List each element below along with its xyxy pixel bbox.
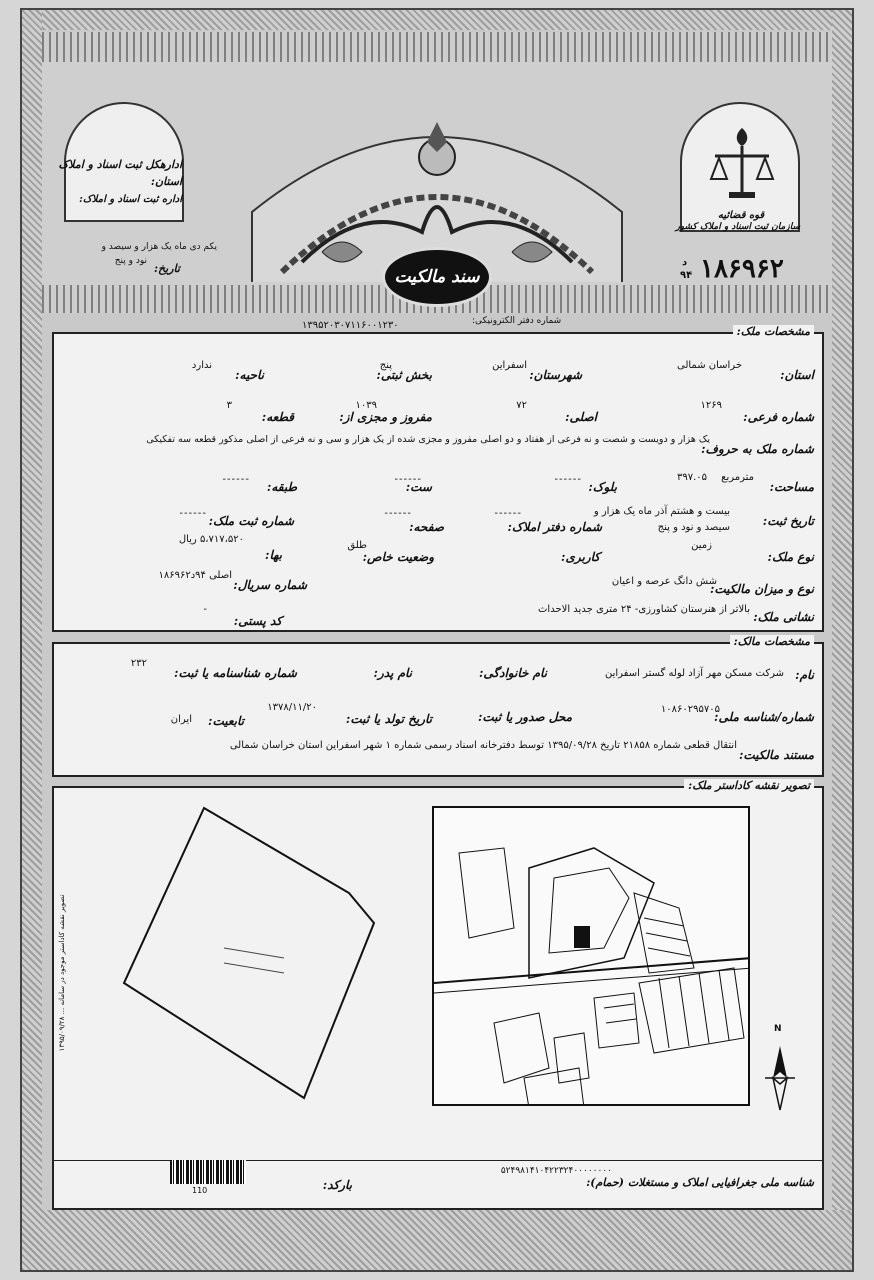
birth-date-value: ۱۳۷۸/۱۱/۲۰ (267, 702, 317, 713)
owner-section-title: مشخصات مالک: (730, 635, 814, 648)
separated-from-value: ۱۰۳۹ (355, 400, 377, 411)
side-note: تصویر نقشه کاداستر موجود در سامانه ... ۱۳۹۵/۰۹/۲۸ (58, 894, 66, 1052)
registration-date-label: تاریخ ثبت: (762, 514, 814, 528)
neighborhood-map (432, 806, 750, 1106)
address-value: بالاتر از هنرستان کشاورزی- ۲۴ متری جدید الاحداث (538, 604, 750, 615)
scales-of-justice-icon (707, 124, 777, 204)
floor-value: ------ (222, 474, 250, 485)
serial-label: شماره سریال: (233, 578, 307, 592)
title-banner (382, 247, 492, 307)
area-label: ناحیه: (235, 368, 264, 382)
serial-number: ۱۸۶۹۶۲ (700, 254, 784, 284)
family-name-label: نام خانوادگی: (478, 666, 547, 680)
registration-date-line2: سیصد و نود و پنج (657, 522, 730, 533)
measure-unit: مترمربع (721, 472, 754, 483)
left-border-pattern (22, 10, 42, 1270)
top-border-pattern (22, 10, 852, 30)
property-book-label: شماره دفتر املاک: (507, 520, 602, 534)
province-label: استان: (780, 368, 814, 382)
measure-value: ۳۹۷.۰۵ (676, 472, 707, 483)
geo-id-label: شناسه ملی جغرافیایی املاک و مستغلات (حمام): (586, 1176, 814, 1189)
floor-label: طبقه: (266, 480, 297, 494)
special-status-value: طلق (347, 540, 367, 551)
top-frieze-pattern (42, 32, 832, 62)
serial-code: ۹۴ (680, 270, 693, 281)
separated-from-label: مفروز و مجزی از: (339, 410, 432, 424)
postal-code-label: کد پستی: (233, 614, 282, 628)
number-in-words-label: شماره ملک به حروف: (701, 442, 814, 456)
city-blocks-map (434, 808, 750, 1106)
province-value: خراسان شمالی (676, 360, 742, 371)
side-note-strip (56, 808, 76, 1148)
property-book-value: ------ (494, 508, 522, 519)
reg-number-value: ------ (179, 508, 207, 519)
barcode-number: 110 (192, 1186, 208, 1195)
property-type-label: نوع ملک: (767, 550, 814, 564)
book-page-label: صفحه: (409, 520, 444, 534)
right-border-pattern (832, 10, 852, 1270)
number-in-words-value: یک هزار و دویست و شصت و نه فرعی از هفتاد و دو اصلی مفروز و مجزی شده از یک هزار و سی و نه فرعی از اصلی مذکور قطعه سه تفکیکی (146, 434, 710, 445)
id-number-label: شماره شناسنامه یا ثبت: (174, 666, 297, 680)
special-status-label: وضعیت خاص: (362, 550, 434, 564)
date-label: تاریخ: (154, 262, 180, 275)
north-label: N (774, 1024, 782, 1034)
usage-label: کاربری: (561, 550, 600, 564)
parcel-outline-diagram (94, 798, 394, 1108)
citizenship-value: ایران (170, 714, 192, 725)
main-number-value: ۷۲ (516, 400, 527, 411)
property-section-title: مشخصات ملک: (733, 325, 814, 338)
reg-number-label: شماره ثبت ملک: (208, 514, 294, 528)
block-label: بلوک: (588, 480, 617, 494)
book-page-value: ------ (384, 508, 412, 519)
right-org-line1: قوه قضائیه (717, 210, 765, 221)
sub-number-value: ۱۲۶۹ (700, 400, 722, 411)
side-label: ست: (405, 480, 432, 494)
document-page (20, 8, 854, 1272)
measure-label: مساحت: (769, 480, 814, 494)
geo-id-value: ۵۲۴۹۸۱۴۱۰۴۲۲۳۲۴۰۰۰۰۰۰۰۰ (500, 1166, 612, 1176)
address-label: نشانی ملک: (753, 610, 814, 624)
ownership-doc-value: انتقال قطعی شماره ۲۱۸۵۸ تاریخ ۱۳۹۵/۰۹/۲۸ توسط دفترخانه اسناد رسمی شماره ۱ شهر اسفراین استان خراسان شمالی (229, 740, 737, 751)
national-id-label: شماره/شناسه ملی: (714, 710, 814, 724)
block-value: ------ (554, 474, 582, 485)
area-value: ندارد (191, 360, 212, 371)
citizenship-label: تابعیت: (208, 714, 244, 728)
side-value: ------ (394, 474, 422, 485)
barcode-graphic (170, 1160, 246, 1184)
id-number-value: ۲۳۲ (130, 658, 147, 669)
subject-parcel-marker (574, 926, 590, 948)
north-arrow-icon (760, 1038, 800, 1118)
sub-number-label: شماره فرعی: (743, 410, 814, 424)
owner-name-value: شرکت مسکن مهر آزاد لوله گستر اسفراین (604, 668, 784, 679)
map-section-title: تصویر نقشه کاداستر ملک: (684, 779, 814, 792)
left-org-line2: استان: (150, 175, 182, 188)
issue-place-label: محل صدور یا ثبت: (477, 710, 572, 724)
ownership-type-value: شش دانگ عرصه و اعیان (611, 576, 717, 587)
district-label: بخش ثبتی: (376, 368, 432, 382)
barcode-label: بارکد: (322, 1178, 352, 1192)
serial-value: اصلی ۹۴د۱۸۶۹۶۲ (158, 570, 232, 581)
birth-date-label: تاریخ تولد یا ثبت: (345, 712, 432, 726)
owner-box (52, 635, 824, 777)
piece-label: قطعه: (261, 410, 294, 424)
left-org-line3: اداره ثبت اسناد و املاک: (79, 194, 182, 205)
property-type-value: زمین (691, 540, 712, 551)
registration-date-line1: بیست و هشتم آذر ماه یک هزار و (593, 506, 730, 517)
electronic-label: شماره دفتر الکترونیکی: (472, 316, 562, 326)
national-id-value: ۱۰۸۶۰۲۹۵۷۰۵ (660, 704, 720, 715)
father-name-label: نام پدر: (373, 666, 412, 680)
electronic-number: ۱۳۹۵۲۰۳۰۷۱۱۶۰۰۱۲۳۰ (302, 320, 399, 331)
piece-value: ۳ (226, 400, 232, 411)
district-value: پنج (379, 360, 392, 371)
county-label: شهرستان: (529, 368, 582, 382)
left-org-line1: ادارهکل ثبت اسناد و املاک (58, 158, 182, 171)
date-value-line1: یکم دی ماه یک هزار و سیصد و (101, 242, 217, 252)
bottom-border-pattern (22, 1210, 852, 1270)
banner-title: سند مالکیت (394, 267, 480, 287)
postal-code-value: - (203, 604, 207, 615)
serial-series: د (682, 257, 688, 268)
county-value: اسفراین (492, 360, 527, 371)
main-number-label: اصلی: (565, 410, 597, 424)
price-label: بها: (265, 548, 282, 562)
date-value-line2: نود و پنج (114, 256, 147, 266)
map-box (52, 779, 824, 1210)
price-value: ۵،۷۱۷،۵۲۰ ریال (178, 534, 244, 545)
right-org-line2: سازمان ثبت اسناد و املاک کشور (675, 222, 800, 232)
ownership-doc-label: مستند مالکیت: (738, 748, 814, 762)
owner-name-label: نام: (795, 668, 814, 682)
ownership-type-label: نوع و میزان مالکیت: (709, 582, 814, 596)
header-area (42, 62, 832, 285)
